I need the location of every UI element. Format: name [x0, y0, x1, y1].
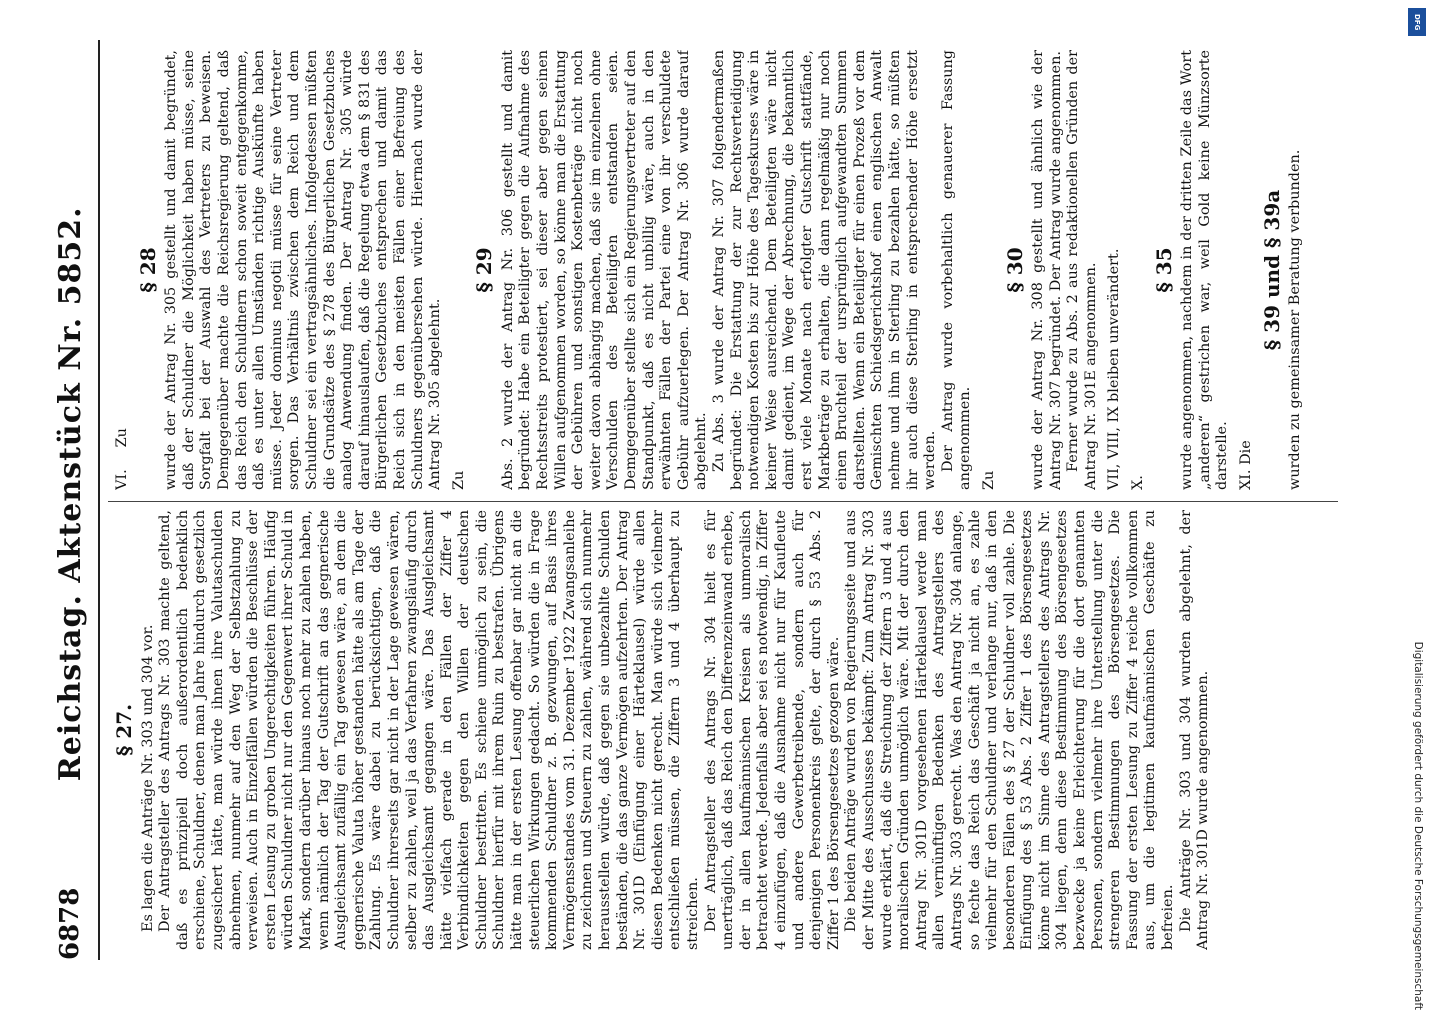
paragraph: wurde angenommen, nachdem in der dritten Zeile das Wort „anderen“ gestrichen war, weil Gold keine Münzsorte darstelle.: [1179, 50, 1231, 490]
paragraph: Die beiden Anträge wurden von Regierungsseite und aus der Mitte des Ausschusses bekämpft: Zum Antrag Nr. 303 wurde erklärt, daß die Streichung der Ziffern 3 und 4 aus moralischen Gründen unmöglich wäre. Mit der durch den Antrag Nr. 301D vorgesehenen Härteklausel werde man allen vernünftigen Bedenken des Antragstellers des Antrags Nr. 303 gerecht. Was den Antrag Nr. 304 anlange, so fechte das Reich das Geschäft ja nicht an, es zahle vielmehr für den Schuldner und verlange nur, daß in den besonderen Fällen des § 27 der Schuldner voll zahle. Die Einfügung des § 53 Abs. 2 Ziffer 1 des Börsengesetzes könne nicht im Sinne des Antragstellers des Antrags Nr. 304 liegen, denn diese Bestimmung des Börsengesetzes bezwecke ja keine Erleichterung für die dort genannten Personen, sondern vielmehr ihre Unterstellung unter die strengeren Bestimmungen des Börsengesetzes. Die Fassung der ersten Lesung zu Ziffer 4 reiche vollkommen aus, um die legitimen kaufmännischen Geschäfte zu befreien.: [843, 510, 1177, 950]
paragraph: wurde der Antrag Nr. 308 gestellt und ähnlich wie der Antrag Nr. 307 begründet. Der Antrag wurde angenommen.: [1030, 50, 1064, 490]
left-column: [108, 510, 1348, 950]
roman-numeral: VI.: [114, 469, 130, 490]
section-39-heading: § 39 und § 39a: [1259, 189, 1284, 351]
digitization-text: Digitalisierung gefördert durch die Deutsche Forschungsgemeinschaft: [1412, 641, 1424, 1010]
running-head: [50, 40, 90, 960]
section-29-heading: § 29: [472, 247, 497, 293]
section-xi-label: XI. Die: [1238, 440, 1255, 490]
dfg-logo: DFG: [1408, 8, 1426, 36]
zu-label: Zu: [450, 470, 467, 490]
section-x-label: X.: [1130, 475, 1147, 490]
paragraph: wurde der Antrag Nr. 305 gestellt und damit begründet, daß der Schuldner die Möglichkeit haben müsse, seine Sorgfalt bei der Auswahl des Vertreters zu beweisen. Demgegenüber machte die Reichsregierung geltend, daß das Reich den Schuldnern schon soweit entgegenkomme, daß es unter allen Umständen richtige Auskünfte haben müsse. Jeder dominus negotii müsse für seine Vertreter sorgen. Das Verhältnis zwischen dem Reich und dem Schuldner sei ein vertragsähnliches. Infolgedessen müßten die Grundsätze des § 278 des Bürgerlichen Gesetzbuches analog Anwendung finden. Der Antrag Nr. 305 würde darauf hinauslaufen, daß die Regelung etwa dem § 831 des Bürgerlichen Gesetzbuches entsprechen und damit das Reich sich in den meisten Fällen einer Befreiung des Schuldners gegenübersehen würde. Hiernach wurde der Antrag Nr. 305 abgelehnt.: [163, 50, 444, 490]
section-28-heading: § 28: [135, 247, 160, 293]
paragraph: Der Antragsteller des Antrags Nr. 303 machte geltend, daß es prinzipiell doch außerordentlich bedenklich erschiene, Schuldner, denen man Jahre hindurch gesetzlich zugesichert hätte, man würde ihnen ihre Valutaschulden abnehmen, nunmehr auf den Weg der Selbstzahlung zu verweisen. Auch in Einzelfällen würden die Beschlüsse der ersten Lesung zu groben Ungerechtigkeiten führen. Häufig würden Schuldner nicht nur den Gegenwert ihrer Schuld in Mark, sondern darüber hinaus noch mehr zu zahlen haben, wenn nämlich der Tag der Gutschrift an das gegnerische Ausgleichsamt zufällig ein Tag gewesen wäre, an dem die gegnerische Valuta höher gestanden hätte als am Tage der Zahlung. Es wäre dabei zu berücksichtigen, daß die Schuldner ihrerseits gar nicht in der Lage gewesen wären, selber zu zahlen, weil ja das Verfahren zwangsläufig durch das Ausgleichsamt gegangen wäre. Das Ausgleichsamt hätte vielfach gerade in den Fällen der Ziffer 4 Verbindlichkeiten gegen den Willen der deutschen Schuldner bestritten. Es schiene unmöglich zu sein, die Schuldner hierfür mit ihrem Ruin zu bestrafen. Übrigens hätte man in der ersten Lesung offenbar gar nicht an die steuerlichen Wirkungen gedacht. So würden die in Frage kommenden Schuldner z. B. gezwungen, auf Basis ihres Vermögensstandes vom 31. Dezember 1922 Zwangsanleihe zu zeichnen und Steuern zu zahlen, während sich nunmehr herausstellen würde, daß gegen sie unbezahlte Schulden beständen, die das ganze Vermögen aufzehrten. Der Antrag Nr. 301D (Einfügung einer Härteklausel) würde allen diesen Bedenken nicht gerecht. Man würde sich vielmehr entschließen müssen, die Ziffern 3 und 4 überhaupt zu streichen.: [157, 510, 701, 950]
zu-word: Zu: [114, 428, 130, 448]
page-number: 6878: [55, 887, 85, 960]
paragraph: wurden zu gemeinsamer Beratung verbunden.: [1287, 149, 1304, 490]
paragraph: Die Anträge Nr. 303 und 304 wurden abgelehnt, der Antrag Nr. 301D wurde angenommen.: [1177, 510, 1212, 950]
column-rule: [108, 501, 1338, 502]
section-27-heading: § 27.: [112, 703, 136, 757]
section-35-heading: § 35: [1151, 247, 1176, 293]
section-vi-label: [114, 50, 132, 490]
paragraph: Zu Abs. 3 wurde der Antrag Nr. 307 folgendermaßen begründet: Die Erstattung der zur Rechtsverteidigung notwendigen Kosten bis zur Höhe des Tageskurses wäre in keiner Weise ausreichend. Dem Beteiligten wäre nicht damit gedient, im Wege der Abrechnung, die bekanntlich erst viele Monate nach erfolgter Gutschrift stattfände, Markbeträge zu erhalten, die dann regelmäßig nur noch einen Bruchteil der ursprünglich aufgewandten Summen darstellten. Wenn ein Beteiligter für einen Prozeß vor dem Gemischten Schiedsgerichtshof einen englischen Anwalt nehme und ihm in Sterling zu bezahlen hätte, so müßten ihr auch diese Sterling in entsprechender Höhe ersetzt werden.: [711, 50, 939, 490]
page-title: Reichstag. Aktenstück Nr. 5852.: [52, 206, 88, 782]
paragraph: Abs. 2 wurde der Antrag Nr. 306 gestellt und damit begründet: Habe ein Beteiligter gegen die Aufnahme des Rechtsstreits protestiert, sei dieser aber gegen seinen Willen aufgenommen worden, so könne man die Erstattung der Gebühren und sonstigen Kostenbeträge nicht noch weiter davon abhängig machen, daß sie im einzelnen ohne Verschulden des Beteiligten entstanden seien. Demgegenüber stellte sich ein Regierungsvertreter auf den Standpunkt, daß es nicht unbillig wäre, auch in den erwähnten Fällen der Partei eine von ihr verschuldete Gebühr aufzuerlegen. Der Antrag Nr. 306 wurde darauf abgelehnt.: [499, 50, 710, 490]
paragraph: Der Antrag wurde vorbehaltlich genauerer Fassung angenommen.: [939, 50, 974, 490]
section-30-heading: § 30: [1002, 247, 1027, 293]
digitization-note: [1404, 0, 1432, 1010]
right-column: [108, 50, 1348, 490]
paragraph: Der Antragsteller des Antrags Nr. 304 hielt es für unerträglich, daß das Reich den Differenzeinwand erhebe, der in allen kaufmännischen Kreisen als unmoralisch betrachtet werde. Jedenfalls aber sei es notwendig, in Ziffer 4 einzufügen, daß die Ausnahme nicht nur für Kaufleute und andere Gewerbetreibende, sondern auch für denjenigen Personenkreis gelte, der durch § 53 Abs. 2 Ziffer 1 des Börsengesetzes gezogen wäre.: [702, 510, 842, 950]
paragraph: Es lagen die Anträge Nr. 303 und 304 vor.: [139, 624, 156, 932]
section-vii-label: VII, VIII, IX bleiben unverändert.: [1106, 248, 1123, 490]
zu-label: Zu: [980, 470, 997, 490]
paragraph: Ferner wurde zu Abs. 2 aus redaktionellen Gründen der Antrag Nr. 301E angenommen.: [1065, 50, 1099, 490]
header-rule: [98, 40, 100, 960]
